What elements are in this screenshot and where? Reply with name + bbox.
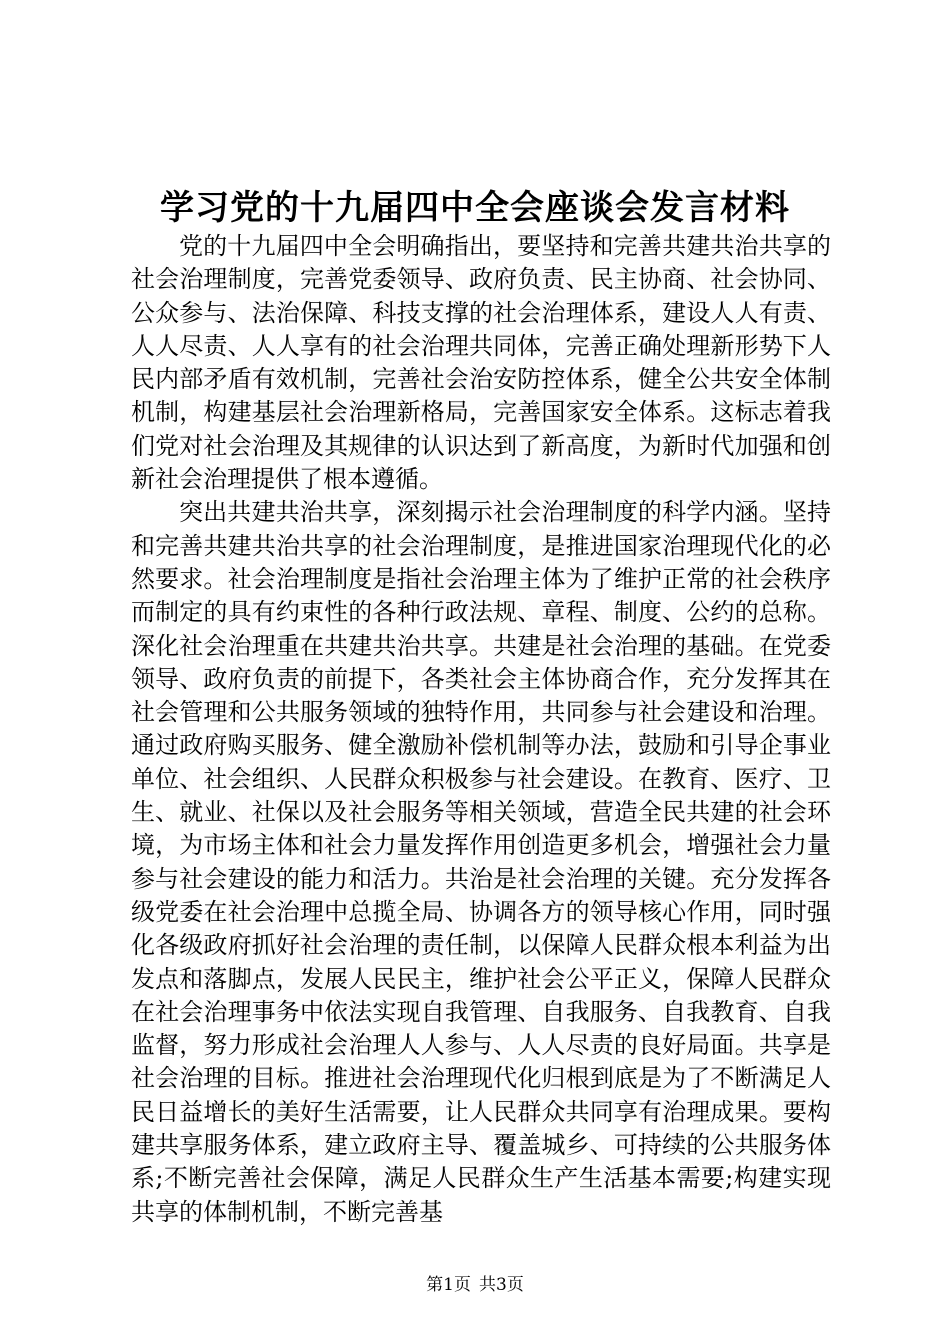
page-number: 第1页 xyxy=(426,1275,471,1295)
page-footer xyxy=(0,1273,950,1297)
paragraph-1: 党的十九届四中全会明确指出，要坚持和完善共建共治共享的社会治理制度，完善党委领导、政府负责、民主协商、社会协同、公众参与、法治保障、科技支撑的社会治理体系，建设人人有责、人人尽责、人人享有的社会治理共同体，完善正确处理新形势下人民内部矛盾有效机制，完善社会治安防控体系，健全公共安全体制机制，构建基层社会治理新格局，完善国家安全体系。这标志着我们党对社会治理及其规律的认识达到了新高度，为新时代加强和创新社会治理提供了根本遵循。 xyxy=(131,232,831,494)
document-body xyxy=(131,230,831,1229)
page-total: 共3页 xyxy=(479,1275,524,1295)
document-title: 学习党的十九届四中全会座谈会发言材料 xyxy=(160,188,790,228)
paragraph-2: 突出共建共治共享，深刻揭示社会治理制度的科学内涵。坚持和完善共建共治共享的社会治理制度，是推进国家治理现代化的必然要求。社会治理制度是指社会治理主体为了维护正常的社会秩序而制定的具有约束性的各种行政法规、章程、制度、公约的总称。深化社会治理重在共建共治共享。共建是社会治理的基础。在党委领导、政府负责的前提下，各类社会主体协商合作，充分发挥其在社会管理和公共服务领域的独特作用，共同参与社会建设和治理。通过政府购买服务、健全激励补偿机制等办法，鼓励和引导企事业单位、社会组织、人民群众积极参与社会建设。在教育、医疗、卫生、就业、社保以及社会服务等相关领域，营造全民共建的社会环境，为市场主体和社会力量发挥作用创造更多机会，增强社会力量参与社会建设的能力和活力。共治是社会治理的关键。充分发挥各级党委在社会治理中总揽全局、协调各方的领导核心作用，同时强化各级政府抓好社会治理的责任制，以保障人民群众根本利益为出发点和落脚点，发展人民民主，维护社会公平正义，保障人民群众在社会治理事务中依法实现自我管理、自我服务、自我教育、自我监督，努力形成社会治理人人参与、人人尽责的良好局面。共享是社会治理的目标。推进社会治理现代化归根到底是为了不断满足人民日益增长的美好生活需要，让人民群众共同享有治理成果。要构建共享服务体系，建立政府主导、覆盖城乡、可持续的公共服务体系;不断完善社会保障，满足人民群众生产生活基本需要;构建实现共享的体制机制，不断完善基 xyxy=(131,498,831,1226)
